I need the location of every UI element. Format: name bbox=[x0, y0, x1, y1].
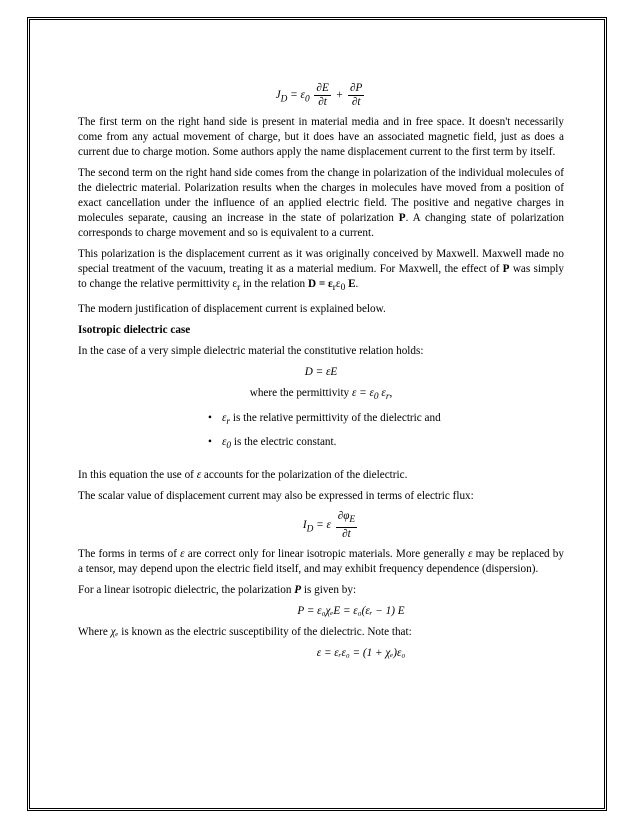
equation-displacement-current-density: $J_D = \varepsilon_0$ $\frac{\partial E}{\partial t}$ + $\frac{\partial P}{\partial t}$ bbox=[275, 82, 363, 108]
equation-epsilon-relation: ε = εᵣε₀ = (1 + χₑ)ε₀ bbox=[316, 647, 406, 660]
document-body bbox=[78, 78, 564, 667]
paragraph-first-term: The first term on the right hand side is present in material media and in free space. It doesn't necessarily come from any actual movement of charge, but it does have an associated magnetic field, just as does a current due to charge motion. Some authors apply the name displacement current to the first term by itself. bbox=[78, 116, 564, 158]
equation-d-epsilon-e: D = εE bbox=[304, 366, 338, 379]
equation-polarization: P = ε₀χₑE = ε₀(εᵣ − 1) E bbox=[297, 605, 405, 618]
paragraph-modern-justification: The modern justification of displacement current is explained below. bbox=[78, 303, 386, 316]
list-item: • $\varepsilon_0$ is the electric constant. bbox=[208, 435, 564, 454]
permittivity-bullet-list bbox=[208, 411, 564, 453]
paragraph-susceptibility: Where χₑ is known as the electric susceptibility of the dielectric. Note that: bbox=[78, 626, 412, 639]
paragraph-epsilon-usage: In this equation the use of ε accounts for the polarization of the dielectric. bbox=[78, 468, 408, 481]
paragraph-electric-flux: The scalar value of displacement current may also be expressed in terms of electric flux: bbox=[78, 489, 474, 502]
permittivity-definition: where the permittivity $\varepsilon = \varepsilon_0$ $\varepsilon_r$, bbox=[249, 387, 393, 403]
paragraph-linear-isotropic: The forms in terms of ε are correct only for linear isotropic materials. More generally ε may be replaced by a tensor, may depend upon the electric field itself, and may exhibit frequency dependence (dispersion). bbox=[78, 548, 564, 576]
paragraph-constitutive-relation: In the case of a very simple dielectric material the constitutive relation holds: bbox=[78, 345, 424, 358]
paragraph-second-term: The second term on the right hand side comes from the change in polarization of the individual molecules of the dielectric material. Polarization results when the charges in molecules have moved from a position of exact cancellation under the influence of an applied electric field. The positive and negative charges in molecules separate, causing an increase in the state of polarization P. A changing state of polarization corresponds to charge movement and so is equivalent to a current. bbox=[78, 167, 564, 239]
list-item: • $\varepsilon_r$ is the relative permittivity of the dielectric and bbox=[208, 411, 564, 430]
paragraph-maxwell: This polarization is the displacement current as it was originally conceived by Maxwell. Maxwell made no special treatment of the vacuum, treating it as a material medium. For Maxwell, the effect of P was simply to change the relative permittivity $\varepsilon_r$ in the relation $D = \varepsilon_r\varepsilon_0$ E. bbox=[78, 248, 565, 294]
equation-displacement-current-flux: $I_D = \varepsilon$ $\frac{\partial\varphi_E}{\partial t}$ bbox=[302, 509, 356, 541]
section-heading: Isotropic dielectric case bbox=[78, 324, 191, 337]
paragraph-polarization: For a linear isotropic dielectric, the polarization P is given by: bbox=[78, 584, 357, 597]
